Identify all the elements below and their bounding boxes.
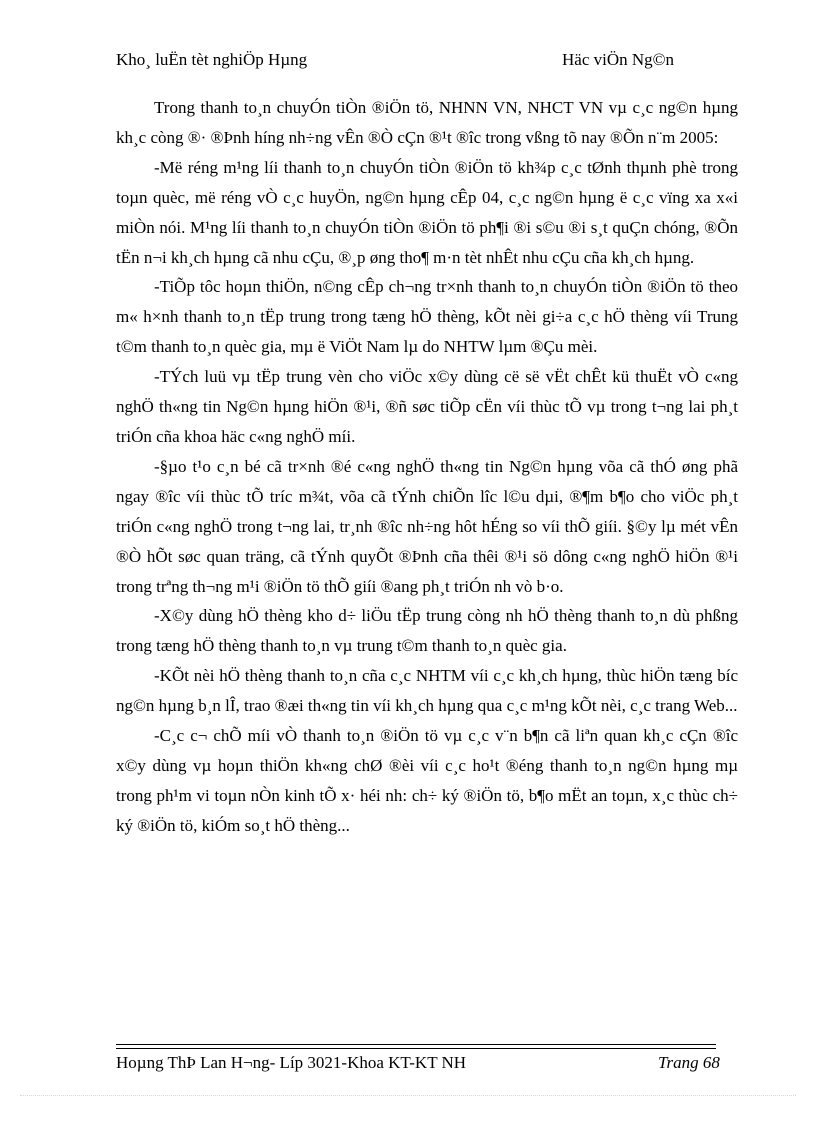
- document-body: [116, 93, 738, 841]
- paragraph-mechanisms: -C¸c c¬ chÕ míi vÒ thanh to¸n ®iÖn tö vµ c¸c v¨n b¶n cã liªn quan kh¸c cÇn ®îc x©y dùng vµ hoµn thiÖn kh«ng chØ ®èi víi c¸c ho¹t ®éng thanh to¸n ng©n hµng mµ trong ph¹m vi toµn nÒn kinh tÕ x· héi nh: ch÷ ký ®iÖn tö, b¶o mËt an toµn, x¸c thùc ch÷ ký ®iÖn tö, kiÓm so¸t hÖ thèng...: [116, 726, 738, 835]
- paragraph-program-upgrade: -TiÕp tôc hoµn thiÖn, n©ng cÊp ch¬ng tr×nh thanh to¸n chuyÓn tiÒn ®iÖn tö theo m« h×nh thanh to¸n tËp trung trong tæng hÖ thèng, kÕt nèi gi÷a c¸c hÖ thèng víi Trung t©m thanh to¸n quèc gia, mµ ë ViÖt Nam lµ do NHTW lµm ®Çu mèi.: [116, 277, 738, 357]
- paragraph-network-expansion: -Më réng m¹ng líi thanh to¸n chuyÓn tiÒn ®iÖn tö kh¾p c¸c tØnh thµnh phè trong toµn quèc, më réng vÒ c¸c huyÖn, ng©n hµng cÊp 04, c¸c ng©n hµng ë c¸c vïng xa x«i miÒn nói. M¹ng líi thanh to¸n chuyÓn tiÒn ®iÖn tö ph¶i ®i s©u ®i s¸t quÇn chóng, ®Õn tËn n¬i kh¸ch hµng cã nhu cÇu, ®¸p øng tho¶ m·n tèt nhÊt nhu cÇu cña kh¸ch hµng.: [116, 157, 738, 267]
- page-header: [116, 48, 736, 98]
- paragraph-capital: -TÝch luü vµ tËp trung vèn cho viÖc x©y dùng cë së vËt chÊt kü thuËt vÒ c«ng nghÖ th«ng tin Ng©n hµng hiÖn ®¹i, ®ñ søc tiÕp cËn víi thùc tÕ vµ trong t¬ng lai ph¸t triÓn cña khoa häc c«ng nghÖ míi.: [116, 367, 738, 446]
- footer-author: Hoµng ThÞ Lan H¬ng- Líp 3021-Khoa KT-KT NH: [116, 1053, 467, 1072]
- header-institution: Häc viÖn Ng©n: [562, 50, 675, 69]
- header-thesis-title: Kho¸ luËn tèt nghiÖp Hµng: [116, 50, 308, 69]
- paragraph-intro: Trong thanh to¸n chuyÓn tiÒn ®iÖn tö, NHNN VN, NHCT VN vµ c¸c ng©n hµng kh¸c còng ®· ®Þnh híng nh÷ng vÊn ®Ò cÇn ®¹t ®îc trong vßng tõ nay ®Õn n¨m 2005:: [116, 98, 738, 147]
- footer-divider: [116, 1044, 716, 1049]
- paragraph-connection: -KÕt nèi hÖ thèng thanh to¸n cña c¸c NHTM víi c¸c kh¸ch hµng, thùc hiÖn tæng bíc ng©n hµng b¸n lÎ, trao ®æi th«ng tin víi kh¸ch hµng qua c¸c m¹ng kÕt nèi, c¸c trang Web...: [116, 666, 738, 716]
- page-number: Trang 68: [658, 1053, 720, 1072]
- paragraph-data-warehouse: -X©y dùng hÖ thèng kho d÷ liÖu tËp trung còng nh hÖ thèng thanh to¸n dù phßng trong tæng hÖ thèng thanh to¸n vµ trung t©m thanh to¸n quèc gia.: [116, 606, 738, 656]
- page-bottom-edge: [20, 1095, 796, 1096]
- paragraph-training: -§µo t¹o c¸n bé cã tr×nh ®é c«ng nghÖ th«ng tin Ng©n hµng võa cã thÓ øng phã ngay ®îc víi thùc tÕ tríc m¾t, võa cã tÝnh chiÕn lîc l©u dµi, ®¶m b¶o cho viÖc ph¸t triÓn c«ng nghÖ trong t¬ng lai, tr¸nh ®îc nh÷ng hôt hÉng so víi thÕ giíi. §©y lµ mét vÊn ®Ò hÕt søc quan träng, cã tÝnh quyÕt ®Þnh cña thêi ®¹i sö dông c«ng nghÖ hiÖn ®¹i trong trªng th¬ng m¹i ®iÖn tö thÕ giíi ®ang ph¸t triÓn nh vò b·o.: [116, 456, 738, 596]
